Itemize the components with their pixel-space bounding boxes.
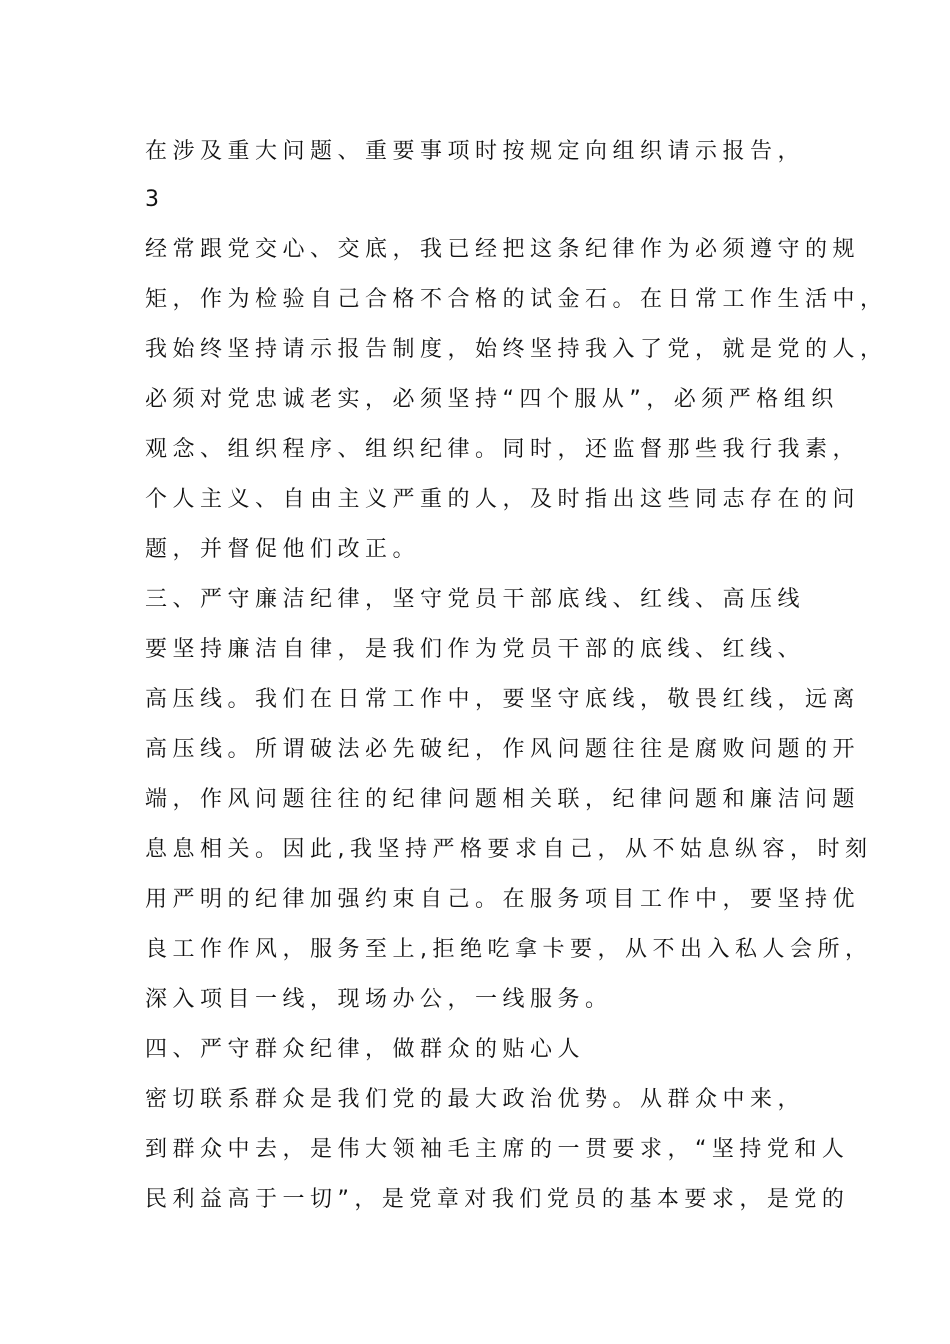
text-line: 经常跟党交心、交底，我已经把这条纪律作为必须遵守的规 xyxy=(145,237,861,262)
page-number: 3 xyxy=(145,187,159,212)
text-line: 在涉及重大问题、重要事项时按规定向组织请示报告， xyxy=(145,139,806,164)
text-line: 民利益高于一切”，是党章对我们党员的基本要求，是党的 xyxy=(145,1187,850,1212)
text-line: 观念、组织程序、组织纪律。同时，还监督那些我行我素， xyxy=(145,437,861,462)
text-line: 我始终坚持请示报告制度，始终坚持我入了党，就是党的人， xyxy=(145,337,888,362)
text-line: 高压线。所谓破法必先破纪，作风问题往往是腐败问题的开 xyxy=(145,737,861,762)
text-line: 良工作作风，服务至上,拒绝吃拿卡要，从不出入私人会所， xyxy=(145,937,873,962)
section-heading: 四、严守群众纪律，做群众的贴心人 xyxy=(145,1037,586,1062)
text-line: 深入项目一线，现场办公，一线服务。 xyxy=(145,987,613,1012)
text-line: 个人主义、自由主义严重的人，及时指出这些同志存在的问 xyxy=(145,487,861,512)
document-body xyxy=(145,127,888,1225)
text-line: 用严明的纪律加强约束自己。在服务项目工作中，要坚持优 xyxy=(145,887,861,912)
text-line: 必须对党忠诚老实，必须坚持“四个服从”，必须严格组织 xyxy=(145,387,839,412)
text-line: 要坚持廉洁自律，是我们作为党员干部的底线、红线、 xyxy=(145,637,806,662)
text-line: 高压线。我们在日常工作中，要坚守底线，敬畏红线，远离 xyxy=(145,687,861,712)
text-line: 密切联系群众是我们党的最大政治优势。从群众中来， xyxy=(145,1087,806,1112)
section-heading: 三、严守廉洁纪律，坚守党员干部底线、红线、高压线 xyxy=(145,587,806,612)
text-line: 矩，作为检验自己合格不合格的试金石。在日常工作生活中， xyxy=(145,287,888,312)
text-line: 题，并督促他们改正。 xyxy=(145,537,421,562)
text-line: 到群众中去，是伟大领袖毛主席的一贯要求，“坚持党和人 xyxy=(145,1137,850,1162)
text-line: 端，作风问题往往的纪律问题相关联，纪律问题和廉洁问题 xyxy=(145,787,861,812)
text-line: 息息相关。因此,我坚持严格要求自己，从不姑息纵容，时刻 xyxy=(145,837,873,862)
